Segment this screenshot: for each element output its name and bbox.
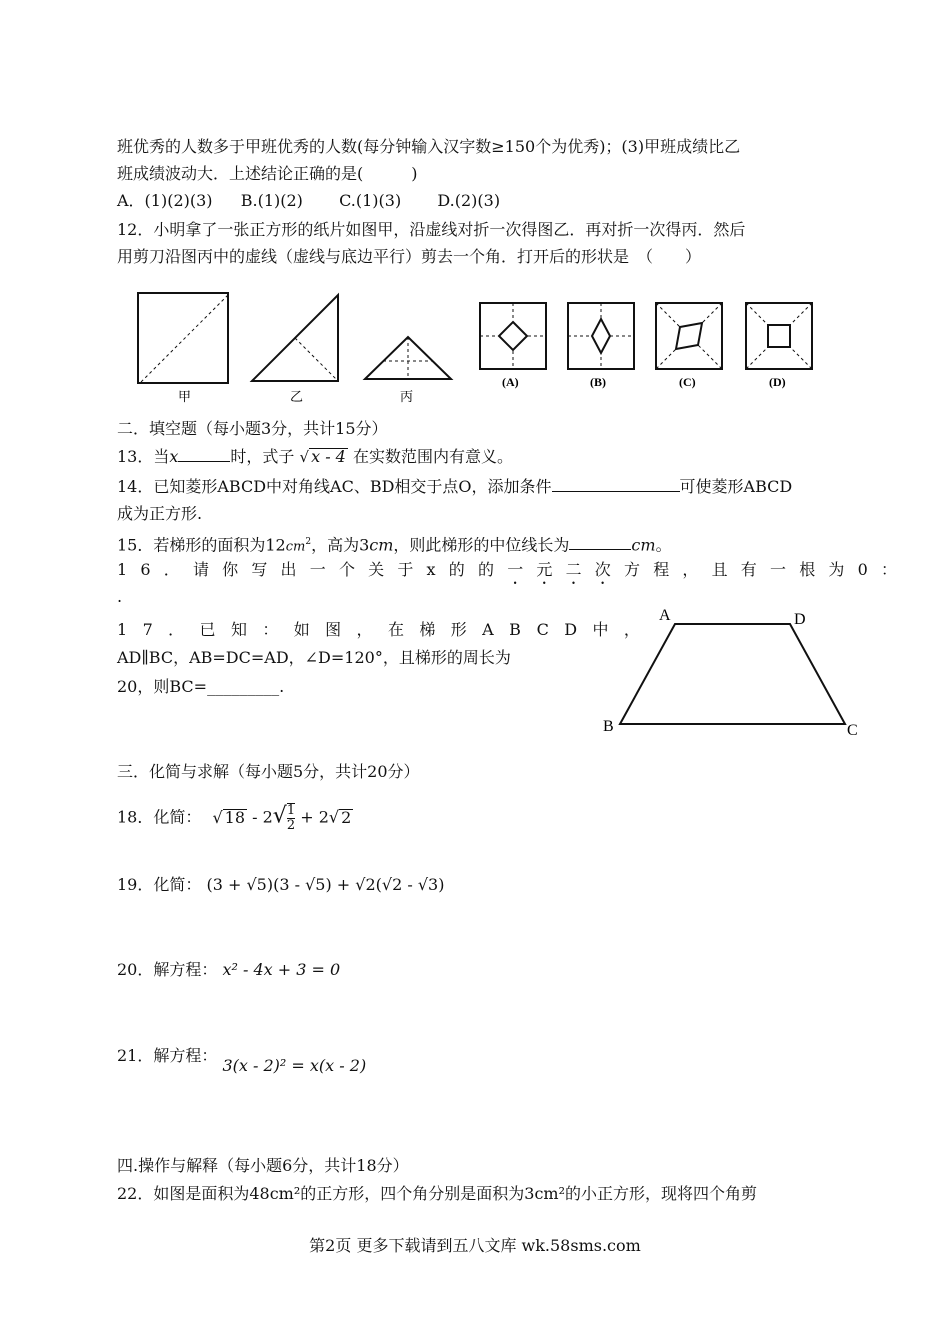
option-c-label: (C) (679, 375, 696, 389)
q16-emphasis: 一元二次 (507, 560, 624, 579)
q15-blank (569, 534, 631, 550)
q11-option-a: A．(1)(2)(3) (117, 191, 213, 210)
fig-yi (252, 295, 338, 404)
fig-label-bing: 丙 (400, 389, 414, 404)
q20: 20．解方程： x² - 4x + 3 = 0 (117, 960, 341, 979)
q11-option-c: C.(1)(3) (339, 191, 402, 210)
q11-option-b: B.(1)(2) (240, 191, 303, 210)
q13: 13．当x 时，式子 √ x - 4 在实数范围内有意义。 (117, 447, 513, 466)
q14-blank (552, 476, 680, 492)
fig-label-jia: 甲 (178, 389, 192, 404)
trapezoid-figure (595, 600, 875, 745)
option-c-figure (656, 303, 722, 389)
option-b-figure (568, 303, 634, 389)
q13-blank (178, 446, 230, 462)
q16-line2: . (117, 587, 123, 606)
q21: 21．解方程： 3(x - 2)² = x(x - 2) (117, 1046, 367, 1075)
option-a-figure (480, 303, 546, 389)
option-d-figure (746, 303, 812, 389)
section2-title: 二．填空题（每小题3分，共计15分） (117, 419, 388, 438)
page-footer: 第2页 更多下载请到五八文库 wk.58sms.com (309, 1236, 641, 1255)
option-d-label: (D) (769, 375, 786, 389)
option-b-label: (B) (590, 375, 606, 389)
q14-line1: 14．已知菱形ABCD中对角线AC、BD相交于点O，添加条件 可使菱形ABCD (117, 477, 793, 496)
fig-jia (138, 293, 228, 404)
q17-line1: 17．已知：如图，在梯形ABCD中， (117, 620, 656, 639)
q22-line1: 22．如图是面积为48cm²的正方形，四个角分别是面积为3cm²的小正方形，现将四个角剪 (117, 1184, 757, 1203)
q16-line1: 16．请你写出一个关于x的的一元二次方程，且有一根为0： (117, 560, 911, 579)
fig-label-yi: 乙 (290, 389, 304, 404)
q11-line2: 班成绩波动大．上述结论正确的是( ) (117, 164, 418, 183)
q17-line3: 20，则BC=_________. (117, 677, 285, 696)
q19: 19．化简： (3 + √5)(3 - √5) + √2(√2 - √3) (117, 875, 445, 894)
q21-expression: 3(x - 2)² = x(x - 2) (222, 1056, 367, 1075)
option-a-label: (A) (502, 375, 519, 389)
trap-label-c: C (847, 722, 858, 739)
q11-option-d: D.(2)(3) (437, 191, 501, 210)
q12-figures (0, 285, 950, 410)
trap-label-d: D (794, 611, 806, 628)
q12-line2: 用剪刀沿图丙中的虚线（虚线与底边平行）剪去一个角．打开后的形状是 （ ） (117, 247, 702, 266)
q19-expression: (3 + √5)(3 - √5) + √2(√2 - √3) (206, 875, 445, 894)
q20-expression: x² - 4x + 3 = 0 (222, 960, 341, 979)
q11-options (117, 190, 500, 212)
q18: 18．化简： √ 18 - 2√ $\frac{1}{2}$ + 2√ 2 (117, 803, 352, 833)
section4-title: 四.操作与解释（每小题6分，共计18分） (117, 1156, 409, 1175)
section3-title: 三．化简与求解（每小题5分，共计20分） (117, 762, 420, 781)
q17-line2: AD∥BC，AB=DC=AD，∠D=120°，且梯形的周长为 (117, 648, 511, 667)
trap-label-b: B (603, 718, 614, 735)
q12-line1: 12．小明拿了一张正方形的纸片如图甲，沿虚线对折一次得图乙．再对折一次得丙．然后 (117, 220, 746, 239)
q14-line2: 成为正方形. (117, 504, 203, 523)
q15: 15．若梯形的面积为$12cm^2$，高为3cm，则此梯形的中位线长为 cm。 (117, 535, 672, 555)
trap-label-a: A (659, 607, 671, 624)
q11-line1: 班优秀的人数多于甲班优秀的人数(每分钟输入汉字数≥150个为优秀)；(3)甲班成绩比乙 (117, 137, 741, 156)
fig-bing (365, 337, 451, 404)
